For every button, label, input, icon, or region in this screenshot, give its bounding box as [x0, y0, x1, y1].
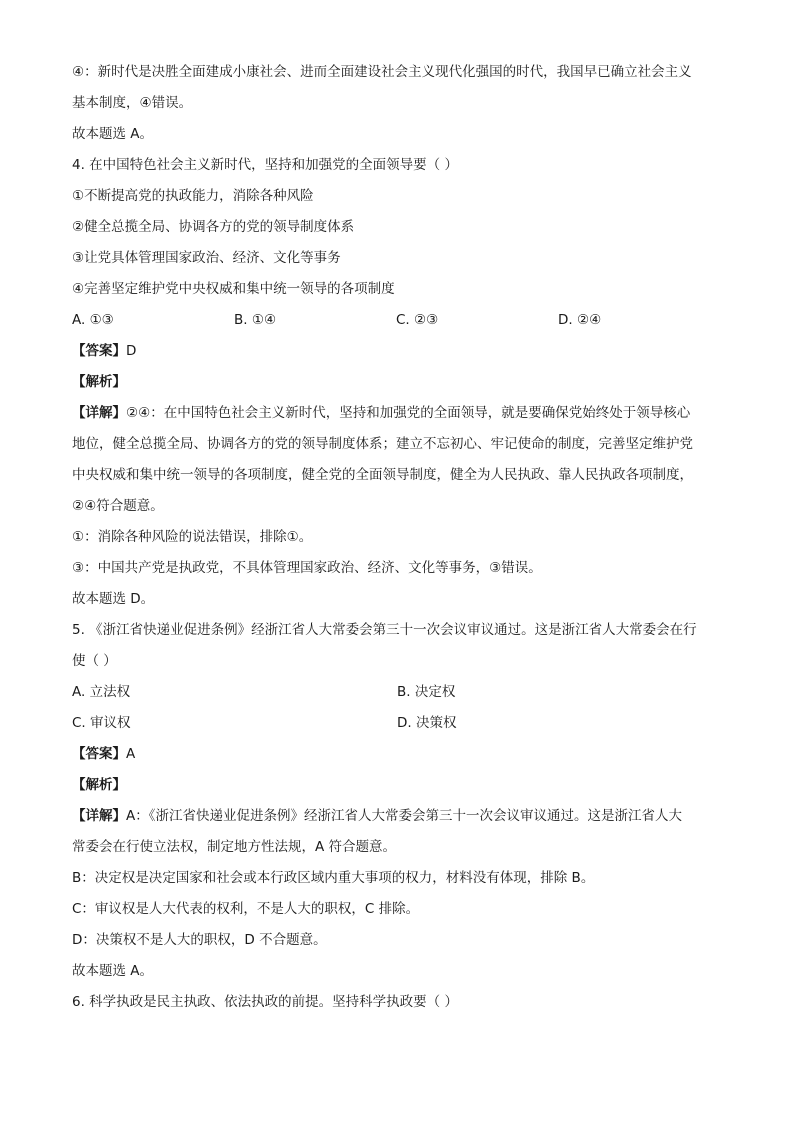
question-5-stem: 5. 《浙江省快递业促进条例》经浙江省人大常委会第三十一次会议审议通过。这是浙江省人大常委会在行: [72, 622, 697, 638]
q4-option-a: A. ①③: [72, 312, 114, 328]
q5-options-row-1: [72, 682, 732, 713]
q5-analysis-tag: 【解析】: [72, 777, 126, 793]
q5-answer: [72, 744, 732, 775]
answer-tag: 【答案】: [72, 746, 126, 762]
q5-options-row-2: [72, 713, 732, 744]
q5-option-b: B. 决定权: [397, 684, 456, 700]
q5-detail-3: B：决定权是决定国家和社会或本行政区域内重大事项的权力，材料没有体现，排除 B。: [72, 870, 595, 886]
q4-answer: [72, 341, 732, 372]
q4-detail-3: 中央权威和集中统一领导的各项制度，健全党的全面领导制度，健全为人民执政、靠人民执政各项制度，: [72, 467, 693, 483]
q4-detail-4: ②④符合题意。: [72, 498, 164, 514]
q5-detail-4: C：审议权是人大代表的权利，不是人大的职权，C 排除。: [72, 901, 420, 917]
q4-options: [72, 310, 732, 341]
q5-detail-6: 故本题选 A。: [72, 963, 154, 979]
q4-detail-1: [72, 403, 732, 434]
q4-statement-2: ②健全总揽全局、协调各方的党的领导制度体系: [72, 219, 355, 235]
q5-option-d: D. 决策权: [397, 715, 457, 731]
q4-option-b: B. ①④: [234, 312, 277, 328]
q4-statement-3: ③让党具体管理国家政治、经济、文化等事务: [72, 250, 341, 266]
question-6-stem: 6. 科学执政是民主执政、依法执政的前提。坚持科学执政要（ ）: [72, 994, 458, 1010]
text-line: 基本制度，④错误。: [72, 95, 193, 111]
question-4-stem: 4. 在中国特色社会主义新时代，坚持和加强党的全面领导要（ ）: [72, 157, 458, 173]
q4-analysis-tag: 【解析】: [72, 374, 126, 390]
detail-tag: 【详解】: [72, 405, 126, 421]
answer-value: A: [126, 746, 136, 762]
detail-text: A：《浙江省快递业促进条例》经浙江省人大常委会第三十一次会议审议通过。这是浙江省人大: [126, 808, 682, 824]
q5-detail-2: 常委会在行使立法权，制定地方性法规，A 符合题意。: [72, 839, 397, 855]
q4-detail-6: ③：中国共产党是执政党，不具体管理国家政治、经济、文化等事务，③错误。: [72, 560, 542, 576]
answer-tag: 【答案】: [72, 343, 126, 359]
text-line: ④：新时代是决胜全面建成小康社会、进而全面建设社会主义现代化强国的时代，我国早已确立社会主义: [72, 64, 692, 80]
text-line: 故本题选 A。: [72, 126, 154, 142]
q5-detail-1: [72, 806, 732, 837]
detail-text: ②④：在中国特色社会主义新时代，坚持和加强党的全面领导，就是要确保党始终处于领导核心: [126, 405, 691, 421]
q4-detail-7: 故本题选 D。: [72, 591, 155, 607]
q4-option-c: C. ②③: [396, 312, 439, 328]
detail-tag: 【详解】: [72, 808, 126, 824]
q4-statement-1: ①不断提高党的执政能力，消除各种风险: [72, 188, 314, 204]
question-5-stem-cont: 使（ ）: [72, 653, 117, 669]
q5-detail-5: D：决策权不是人大的职权，D 不合题意。: [72, 932, 327, 948]
q5-option-c: C. 审议权: [72, 715, 131, 731]
q5-option-a: A. 立法权: [72, 684, 131, 700]
answer-value: D: [126, 343, 137, 359]
document-page: [72, 62, 732, 1023]
q4-option-d: D. ②④: [558, 312, 602, 328]
q4-detail-5: ①：消除各种风险的说法错误，排除①。: [72, 529, 313, 545]
q4-statement-4: ④完善坚定维护党中央权威和集中统一领导的各项制度: [72, 281, 395, 297]
q4-detail-2: 地位，健全总揽全局、协调各方的党的领导制度体系；建立不忘初心、牢记使命的制度，完善坚定维护党: [72, 436, 693, 452]
